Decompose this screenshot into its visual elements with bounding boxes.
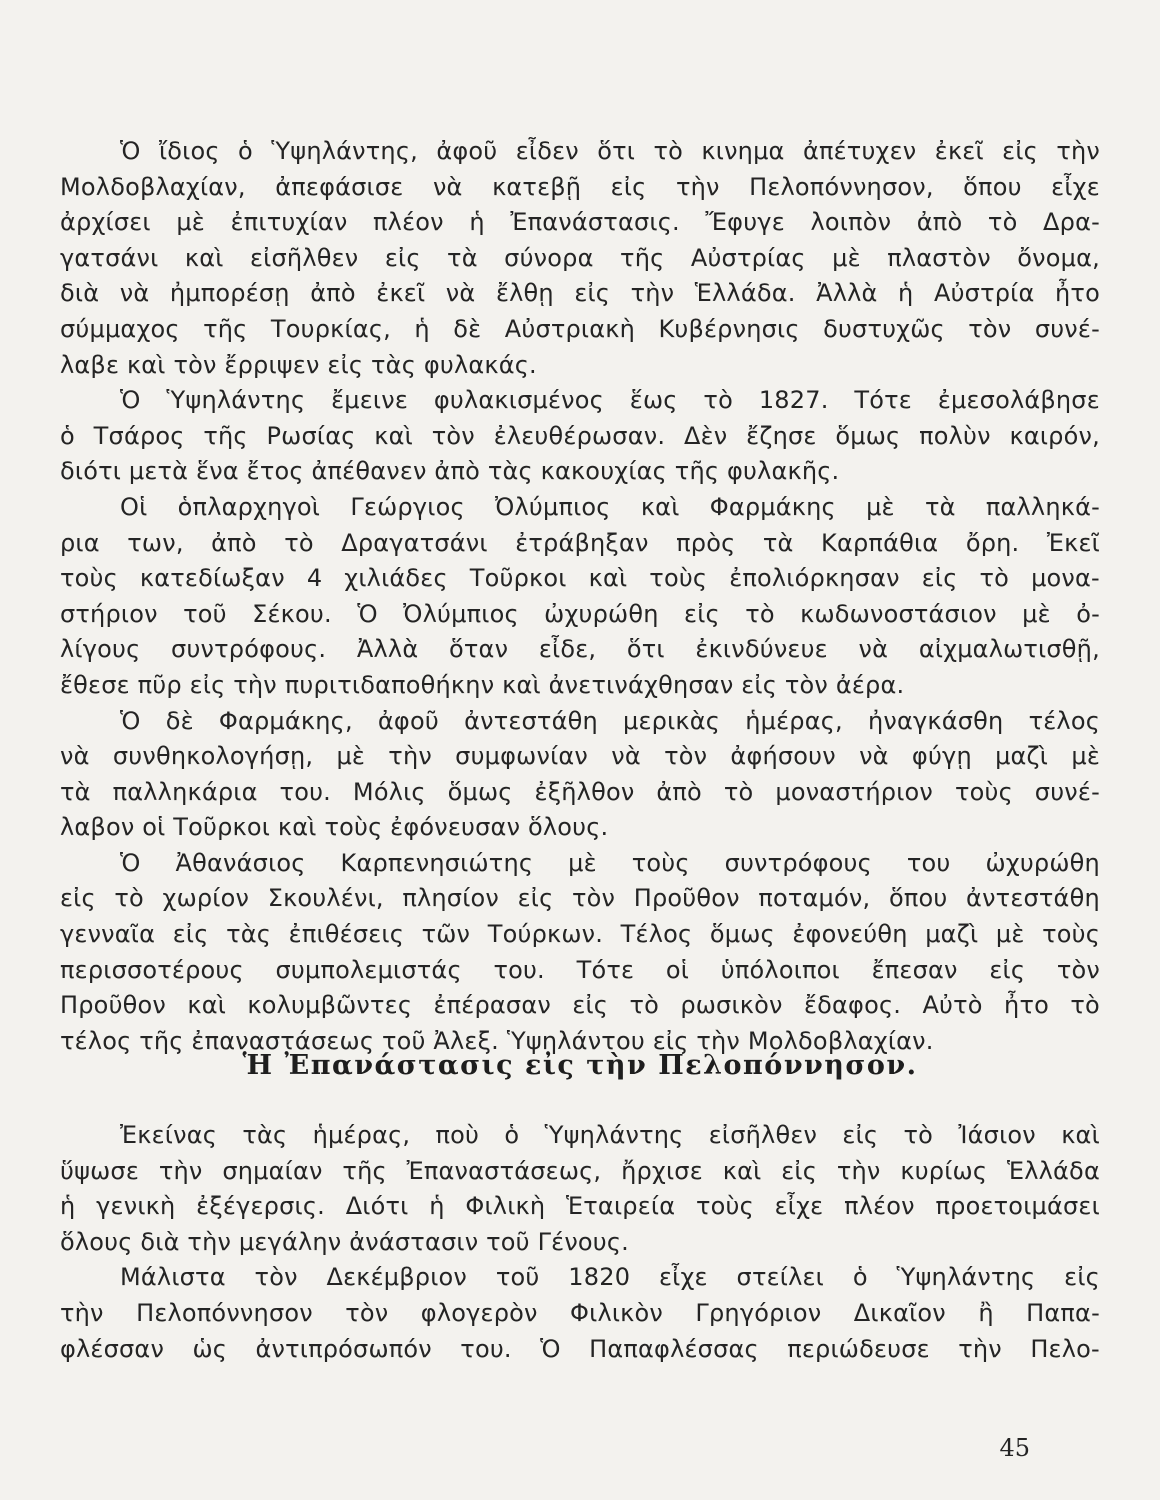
text-line: εἰς τὸ χωρίον Σκουλένι, πλησίον εἰς τὸν Προῦθον ποταμόν, ὅπου ἀντεστάθη (60, 884, 1100, 913)
text-line: ἡ γενικὴ ἐξέγερσις. Διότι ἡ Φιλικὴ Ἑταιρεία τοὺς εἶχε πλέον προετοιμάσει (60, 1192, 1100, 1221)
text-line: Προῦθον καὶ κολυμβῶντες ἐπέρασαν εἰς τὸ ρωσικὸν ἔδαφος. Αὐτὸ ἦτο τὸ (60, 991, 1100, 1020)
text-line: γατσάνι καὶ εἰσῆλθεν εἰς τὰ σύνορα τῆς Αὐστρίας μὲ πλαστὸν ὄνομα, (60, 243, 1100, 272)
text-line: Μάλιστα τὸν Δεκέμβριον τοῦ 1820 εἶχε στείλει ὁ Ὑψηλάντης εἰς (120, 1263, 1100, 1292)
text-line: Μολδοβλαχίαν, ἀπεφάσισε νὰ κατεβῇ εἰς τὴν Πελοπόννησον, ὅπου εἶχε (60, 172, 1100, 201)
text-line: ὅλους διὰ τὴν μεγάλην ἀνάστασιν τοῦ Γένους. (60, 1227, 630, 1256)
text-line: τὴν Πελοπόννησον τὸν φλογερὸν Φιλικὸν Γρηγόριον Δικαῖον ἢ Παπα- (60, 1298, 1100, 1327)
text-line: διὰ νὰ ἠμπορέσῃ ἀπὸ ἐκεῖ νὰ ἔλθῃ εἰς τὴν Ἑλλάδα. Ἀλλὰ ἡ Αὐστρία ἦτο (60, 279, 1100, 308)
text-line: σύμμαχος τῆς Τουρκίας, ἡ δὲ Αὐστριακὴ Κυβέρνησις δυστυχῶς τὸν συνέ- (60, 314, 1100, 343)
text-line: τὰ παλληκάρια του. Μόλις ὅμως ἐξῆλθον ἀπὸ τὸ μοναστήριον τοὺς συνέ- (60, 777, 1100, 806)
text-line: ὁ Τσάρος τῆς Ρωσίας καὶ τὸν ἐλευθέρωσαν. Δὲν ἔζησε ὅμως πολὺν καιρόν, (60, 421, 1100, 450)
text-line: Ὁ ἴδιος ὁ Ὑψηλάντης, ἀφοῦ εἶδεν ὅτι τὸ κινημα ἀπέτυχεν ἐκεῖ εἰς τὴν (120, 137, 1100, 165)
page-number: 45 (999, 1434, 1030, 1462)
text-line: διότι μετὰ ἕνα ἔτος ἀπέθανεν ἀπὸ τὰς κακουχίας τῆς φυλακῆς. (60, 457, 840, 486)
text-line: φλέσσαν ὡς ἀντιπρόσωπόν του. Ὁ Παπαφλέσσας περιώδευσε τὴν Πελο- (60, 1334, 1100, 1363)
text-line: νὰ συνθηκολογήσῃ, μὲ τὴν συμφωνίαν νὰ τὸν ἀφήσουν νὰ φύγῃ μαζὶ μὲ (60, 742, 1100, 771)
section-heading: Ἡ Ἐπανάστασις εἰς τὴν Πελοπόννησον. (242, 1050, 918, 1081)
text-line: Ὁ δὲ Φαρμάκης, ἀφοῦ ἀντεστάθη μερικὰς ἡμέρας, ἠναγκάσθη τέλος (120, 706, 1100, 735)
text-line: ρια των, ἀπὸ τὸ Δραγατσάνι ἐτράβηξαν πρὸς τὰ Καρπάθια ὄρη. Ἐκεῖ (60, 528, 1100, 557)
text-line: γενναῖα εἰς τὰς ἐπιθέσεις τῶν Τούρκων. Τέλος ὅμως ἐφονεύθη μαζὶ μὲ τοὺς (60, 920, 1100, 949)
body-text-section-2 (60, 1118, 1100, 1367)
text-line: τέλος τῆς ἐπαναστάσεως τοῦ Ἀλεξ. Ὑψηλάντου εἰς τὴν Μολδοβλαχίαν. (60, 1026, 934, 1055)
text-line: Ὁ Ὑψηλάντης ἔμεινε φυλακισμένος ἕως τὸ 1827. Τότε ἐμεσολάβησε (120, 386, 1100, 415)
text-line: Ἐκείνας τὰς ἡμέρας, ποὺ ὁ Ὑψηλάντης εἰσῆλθεν εἰς τὸ Ἰάσιον καὶ (120, 1121, 1100, 1149)
text-line: ἀρχίσει μὲ ἐπιτυχίαν πλέον ἡ Ἐπανάστασις. Ἔφυγε λοιπὸν ἀπὸ τὸ Δρα- (60, 208, 1100, 237)
text-line: λαβε καὶ τὸν ἔρριψεν εἰς τὰς φυλακάς. (60, 350, 537, 379)
text-line: λίγους συντρόφους. Ἀλλὰ ὅταν εἶδε, ὅτι ἐκινδύνευε νὰ αἰχμαλωτισθῇ, (60, 635, 1100, 664)
text-line: τοὺς κατεδίωξαν 4 χιλιάδες Τοῦρκοι καὶ τοὺς ἐπολιόρκησαν εἰς τὸ μονα- (60, 564, 1100, 593)
body-text-section-1 (60, 134, 1100, 1059)
text-line: Οἱ ὁπλαρχηγοὶ Γεώργιος Ὀλύμπιος καὶ Φαρμάκης μὲ τὰ παλληκά- (120, 492, 1100, 521)
text-line: περισσοτέρους συμπολεμιστάς του. Τότε οἱ ὑπόλοιποι ἔπεσαν εἰς τὸν (60, 955, 1100, 984)
text-line: ἔθεσε πῦρ εἰς τὴν πυριτιδαποθήκην καὶ ἀνετινάχθησαν εἰς τὸν ἀέρα. (60, 670, 905, 699)
text-line: στήριον τοῦ Σέκου. Ὁ Ὀλύμπιος ὠχυρώθη εἰς τὸ κωδωνοστάσιον μὲ ὀ- (60, 599, 1100, 628)
text-line: ὕψωσε τὴν σημαίαν τῆς Ἐπαναστάσεως, ἤρχισε καὶ εἰς τὴν κυρίως Ἑλλάδα (60, 1156, 1100, 1185)
text-line: λαβον οἱ Τοῦρκοι καὶ τοὺς ἐφόνευσαν ὅλους. (60, 813, 609, 842)
text-line: Ὁ Ἀθανάσιος Καρπενησιώτης μὲ τοὺς συντρόφους του ὠχυρώθη (120, 848, 1100, 877)
